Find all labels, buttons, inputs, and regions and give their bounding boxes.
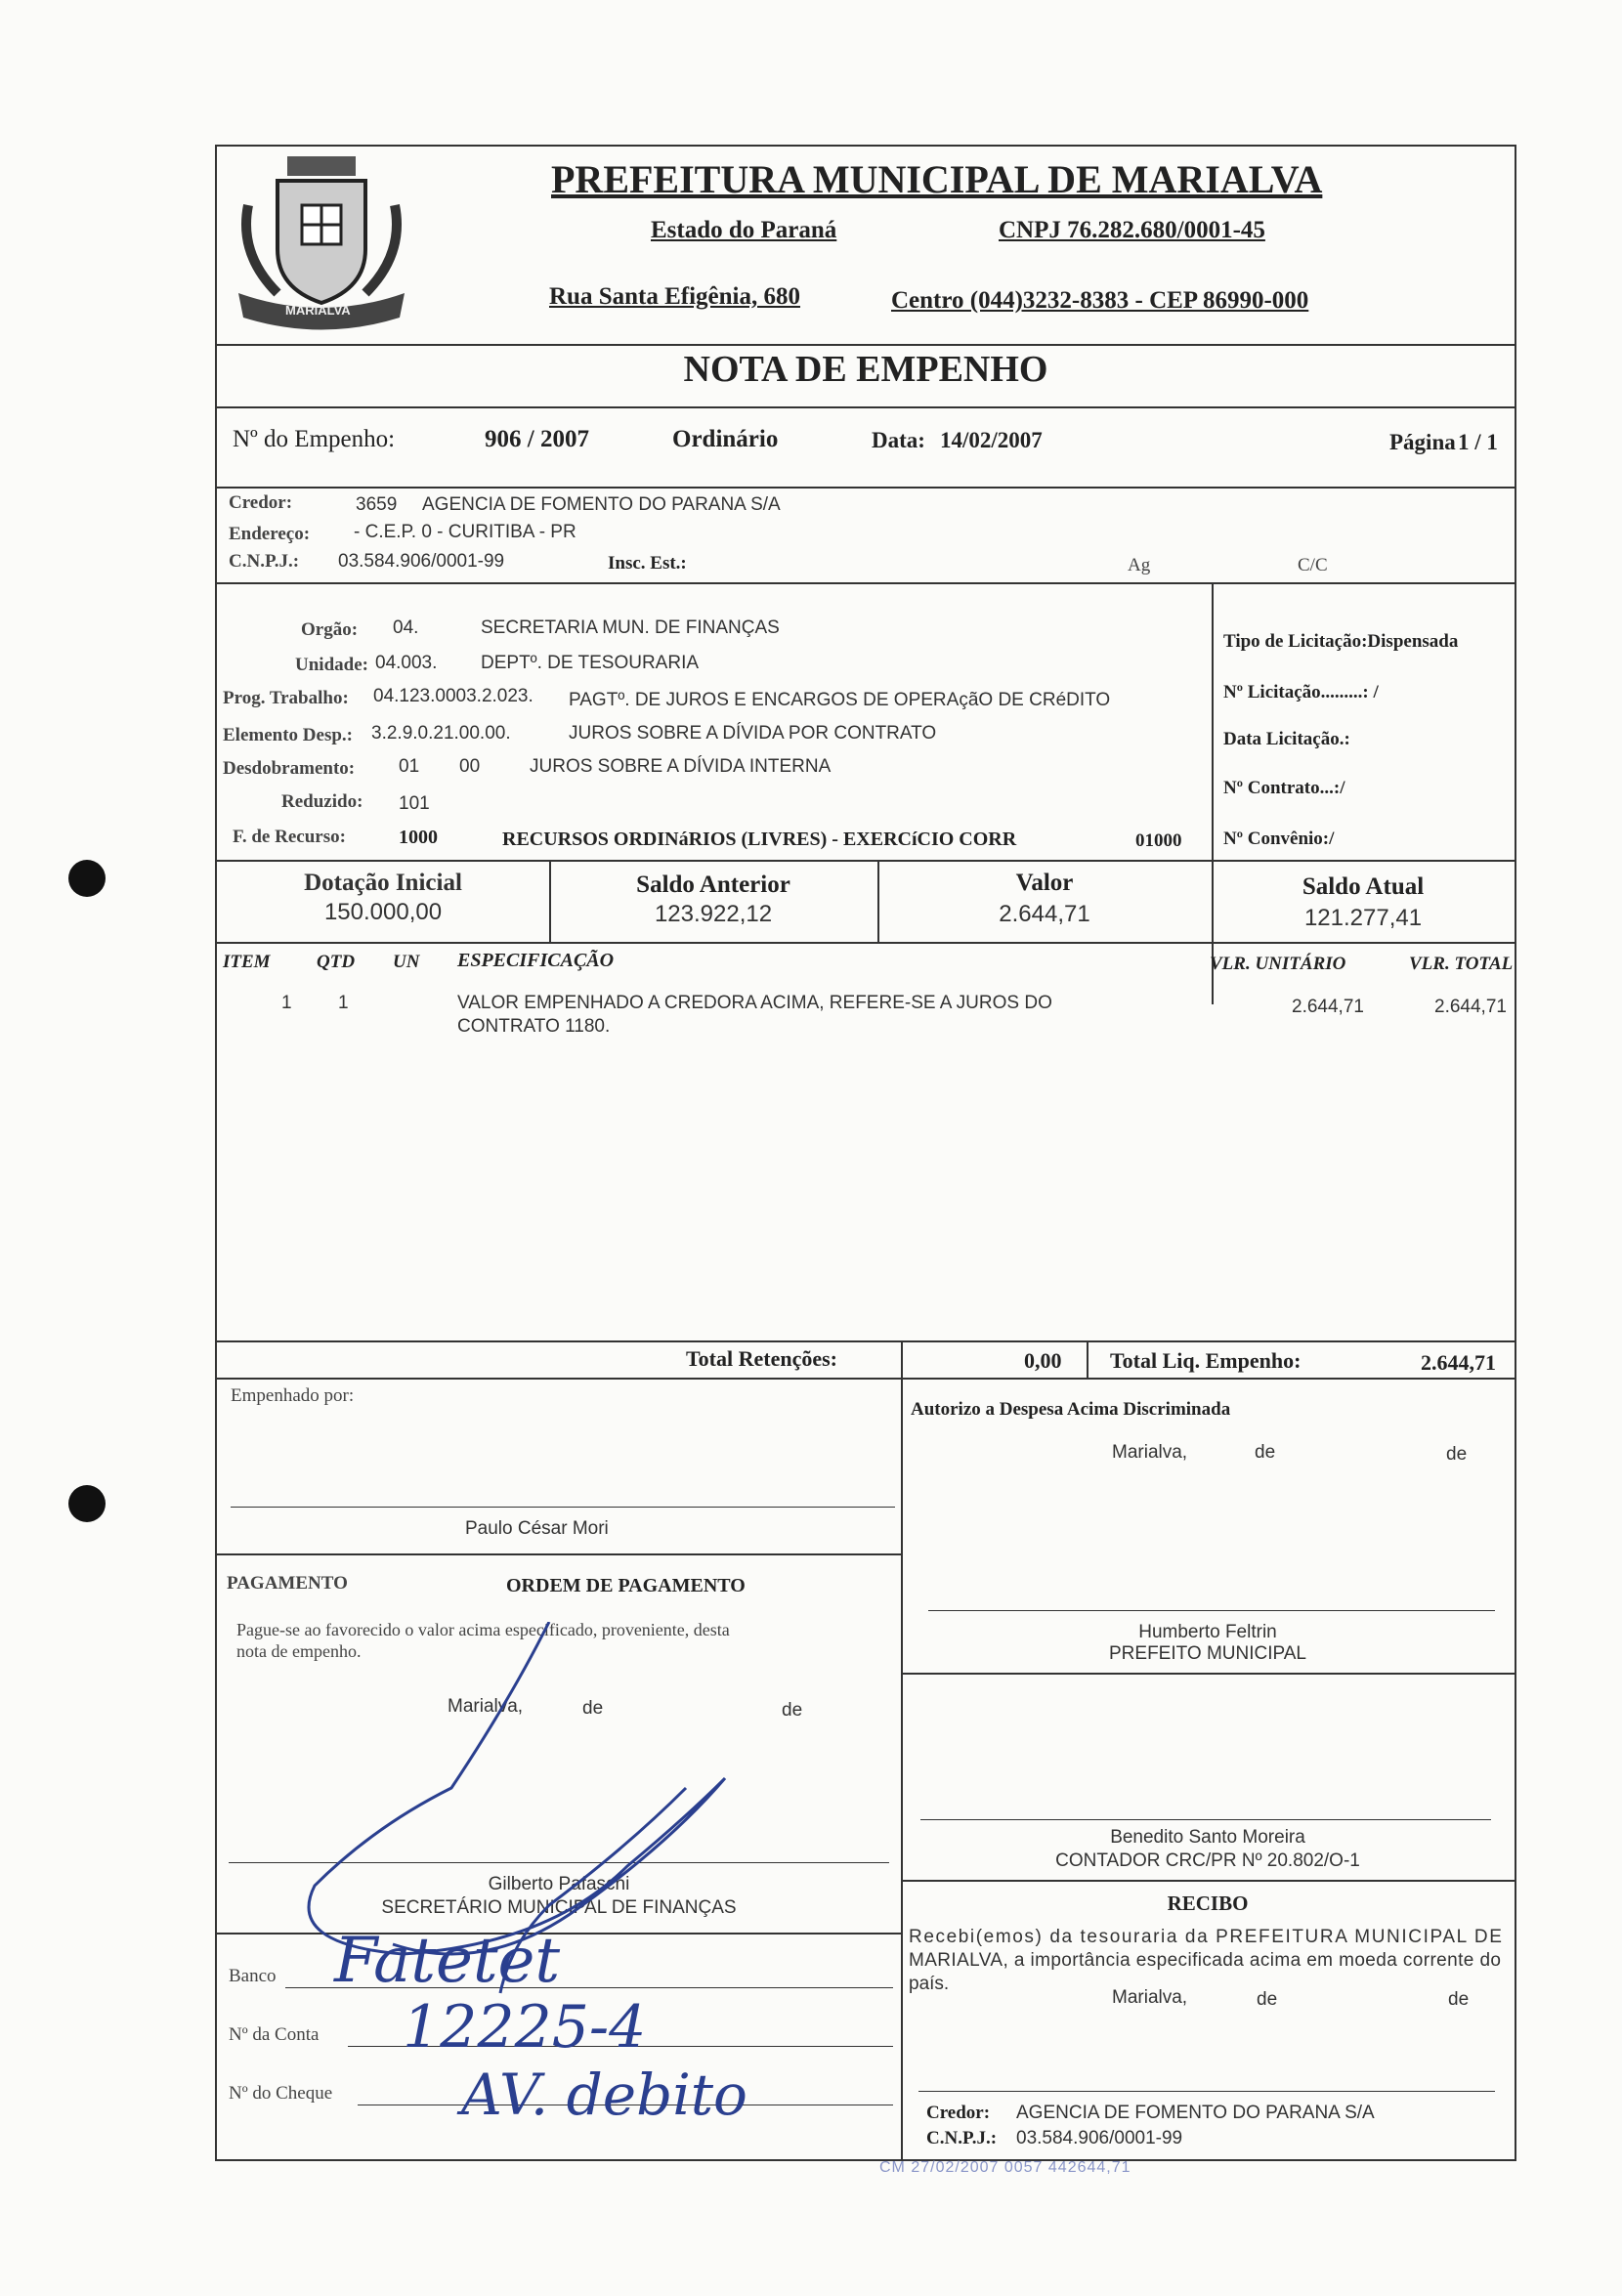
recurso-code: 1000 <box>399 827 438 848</box>
col-un: UN <box>393 952 420 972</box>
dotacao-inicial-label: Dotação Inicial <box>304 870 462 896</box>
endereco-label: Endereço: <box>229 524 311 544</box>
item-description-line1: VALOR EMPENHADO A CREDORA ACIMA, REFERE-SE A JUROS DO <box>457 993 1052 1013</box>
agencia-label: Ag <box>1128 555 1151 575</box>
empenho-date-label: Data: <box>872 428 925 452</box>
empenho-date: 14/02/2007 <box>940 428 1043 452</box>
ordem-texto-line2: nota de empenho. <box>236 1641 362 1661</box>
numero-contrato: Nº Contrato...:/ <box>1223 778 1345 798</box>
recibo-local: Marialva, <box>1112 1987 1188 2008</box>
credor-cnpj: 03.584.906/0001-99 <box>338 551 505 572</box>
numero-licitacao: Nº Licitação.........: / <box>1223 682 1379 702</box>
pagamento-label: PAGAMENTO <box>227 1573 348 1594</box>
secretario-cargo: SECRETÁRIO MUNICIPAL DE FINANÇAS <box>381 1897 737 1918</box>
item-unit-value: 2.644,71 <box>1292 997 1364 1017</box>
unidade-code: 04.003. <box>375 653 438 673</box>
empenhado-por-label: Empenhado por: <box>231 1385 355 1406</box>
dotacao-inicial-value: 150.000,00 <box>323 899 443 925</box>
state-name: Estado do Paraná <box>651 217 837 243</box>
municipality-address: Rua Santa Efigênia, 680 <box>549 283 800 310</box>
autorizo-de-2: de <box>1446 1444 1468 1465</box>
prog-trabalho-name: PAGTº. DE JUROS E ENCARGOS DE OPERAçãO DE CRéDITO <box>569 690 1111 710</box>
prog-trabalho-label: Prog. Trabalho: <box>223 688 349 708</box>
ordem-local: Marialva, <box>448 1696 524 1717</box>
credor-address: - C.E.P. 0 - CURITIBA - PR <box>354 522 576 542</box>
valor-label: Valor <box>1015 870 1074 896</box>
ordem-pagamento-label: ORDEM DE PAGAMENTO <box>506 1575 746 1596</box>
desdobramento-code-2: 00 <box>459 756 481 777</box>
orgao-code: 04. <box>393 617 419 638</box>
total-retencoes-label: Total Retenções: <box>686 1346 837 1371</box>
unidade-name: DEPTº. DE TESOURARIA <box>481 653 700 673</box>
numero-conta-label: Nº da Conta <box>229 2024 320 2045</box>
recibo-title: RECIBO <box>1167 1892 1249 1915</box>
contador-name: Benedito Santo Moreira <box>1110 1827 1305 1848</box>
desdobramento-code-1: 01 <box>399 756 420 777</box>
col-valor-unitario: VLR. UNITÁRIO <box>1210 954 1346 974</box>
municipality-cnpj: CNPJ 76.282.680/0001-45 <box>999 217 1265 243</box>
bank-stamp: CM 27/02/2007 0057 442644,71 <box>879 2159 1131 2176</box>
reduzido-code: 101 <box>399 793 430 814</box>
page-number: 1 / 1 <box>1458 430 1498 454</box>
valor-value: 2.644,71 <box>999 901 1090 927</box>
prog-trabalho-code: 04.123.0003.2.023. <box>373 686 534 706</box>
ordem-de-2: de <box>782 1700 803 1721</box>
recurso-code-2: 01000 <box>1135 830 1182 851</box>
autorizo-local: Marialva, <box>1112 1442 1188 1463</box>
prefeito-cargo: PREFEITO MUNICIPAL <box>1109 1643 1306 1664</box>
document-title: NOTA DE EMPENHO <box>683 349 1048 390</box>
orgao-label: Orgão: <box>301 619 359 640</box>
recibo-de-2: de <box>1448 1989 1470 2010</box>
reduzido-label: Reduzido: <box>281 791 363 812</box>
item-total-value: 2.644,71 <box>1434 997 1507 1017</box>
recibo-cnpj-label: C.N.P.J.: <box>926 2128 998 2148</box>
recibo-de-1: de <box>1257 1989 1278 2010</box>
total-liquido-value: 2.644,71 <box>1421 1350 1496 1375</box>
saldo-atual-value: 121.277,41 <box>1303 905 1423 931</box>
recibo-texto-line2: MARIALVA, a importância especificada acima em moeda corrente do <box>909 1950 1502 1971</box>
contador-cargo: CONTADOR CRC/PR Nº 20.802/O-1 <box>1055 1850 1360 1871</box>
punch-hole <box>68 860 106 897</box>
prefeito-name: Humberto Feltrin <box>1138 1622 1277 1642</box>
numero-cheque-label: Nº do Cheque <box>229 2083 333 2104</box>
credor-label: Credor: <box>229 492 293 513</box>
elemento-label: Elemento Desp.: <box>223 725 353 745</box>
ordem-de-1: de <box>582 1698 604 1719</box>
recibo-credor-name: AGENCIA DE FOMENTO DO PARANA S/A <box>1016 2103 1375 2123</box>
recibo-credor-label: Credor: <box>926 2103 991 2123</box>
municipality-title: PREFEITURA MUNICIPAL DE MARIALVA <box>551 157 1323 201</box>
recurso-name: RECURSOS ORDINáRIOS (LIVRES) - EXERCíCIO CORR <box>502 829 1017 850</box>
recurso-label: F. de Recurso: <box>233 827 346 847</box>
handwritten-account: 12225-4 <box>403 1993 647 2062</box>
credor-code: 3659 <box>356 494 398 515</box>
handwritten-cheque: AV. debito <box>461 2062 747 2128</box>
saldo-atual-label: Saldo Atual <box>1302 873 1425 900</box>
saldo-anterior-value: 123.922,12 <box>654 901 773 927</box>
empenhado-por-name: Paulo César Mori <box>465 1518 609 1539</box>
handwritten-bank: Fatetet <box>334 1925 561 1997</box>
unidade-label: Unidade: <box>295 655 368 675</box>
insc-est-label: Insc. Est.: <box>608 553 687 574</box>
col-item: ITEM <box>223 952 271 972</box>
col-valor-total: VLR. TOTAL <box>1409 954 1514 974</box>
desdobramento-name: JUROS SOBRE A DÍVIDA INTERNA <box>530 756 832 777</box>
secretario-name: Gilberto Pafaschi <box>488 1874 630 1894</box>
empenho-type: Ordinário <box>672 426 779 452</box>
banco-label: Banco <box>229 1966 277 1986</box>
recibo-cnpj: 03.584.906/0001-99 <box>1016 2128 1183 2148</box>
data-licitacao: Data Licitação.: <box>1223 729 1350 749</box>
conta-corrente-label: C/C <box>1298 555 1328 575</box>
col-qtd: QTD <box>317 952 356 972</box>
total-liquido-label: Total Liq. Empenho: <box>1110 1348 1302 1373</box>
autorizo-de-1: de <box>1255 1442 1276 1463</box>
empenho-number-label: Nº do Empenho: <box>233 426 396 452</box>
item-qtd: 1 <box>338 993 349 1013</box>
crest-banner-text: MARIALVA <box>285 303 351 318</box>
saldo-anterior-label: Saldo Anterior <box>636 872 790 898</box>
credor-name: AGENCIA DE FOMENTO DO PARANA S/A <box>422 494 781 515</box>
item-description-line2: CONTRATO 1180. <box>457 1016 611 1037</box>
elemento-code: 3.2.9.0.21.00.00. <box>371 723 511 744</box>
recibo-texto-line1: Recebi(emos) da tesouraria da PREFEITURA MUNICIPAL DE <box>909 1927 1504 1947</box>
tipo-licitacao: Tipo de Licitação:Dispensada <box>1223 631 1459 652</box>
municipal-crest-logo <box>229 147 414 332</box>
elemento-name: JUROS SOBRE A DÍVIDA POR CONTRATO <box>569 723 937 744</box>
nota-de-empenho-form <box>215 145 1516 2161</box>
desdobramento-label: Desdobramento: <box>223 758 356 779</box>
item-number: 1 <box>281 993 292 1013</box>
total-retencoes-value: 0,00 <box>1024 1348 1062 1373</box>
municipality-contact: Centro (044)3232-8383 - CEP 86990-000 <box>891 287 1309 314</box>
autorizo-label: Autorizo a Despesa Acima Discriminada <box>911 1399 1231 1420</box>
numero-convenio: Nº Convênio:/ <box>1223 829 1335 849</box>
punch-hole <box>68 1485 106 1522</box>
orgao-name: SECRETARIA MUN. DE FINANÇAS <box>481 617 780 638</box>
recibo-texto-line3: país. <box>909 1974 950 1994</box>
credor-cnpj-label: C.N.P.J.: <box>229 551 300 572</box>
page-label: Página <box>1389 430 1456 454</box>
ordem-texto-line1: Pague-se ao favorecido o valor acima especificado, proveniente, desta <box>236 1620 730 1639</box>
col-especificacao: ESPECIFICAÇÃO <box>457 950 615 971</box>
empenho-number: 906 / 2007 <box>485 426 589 452</box>
